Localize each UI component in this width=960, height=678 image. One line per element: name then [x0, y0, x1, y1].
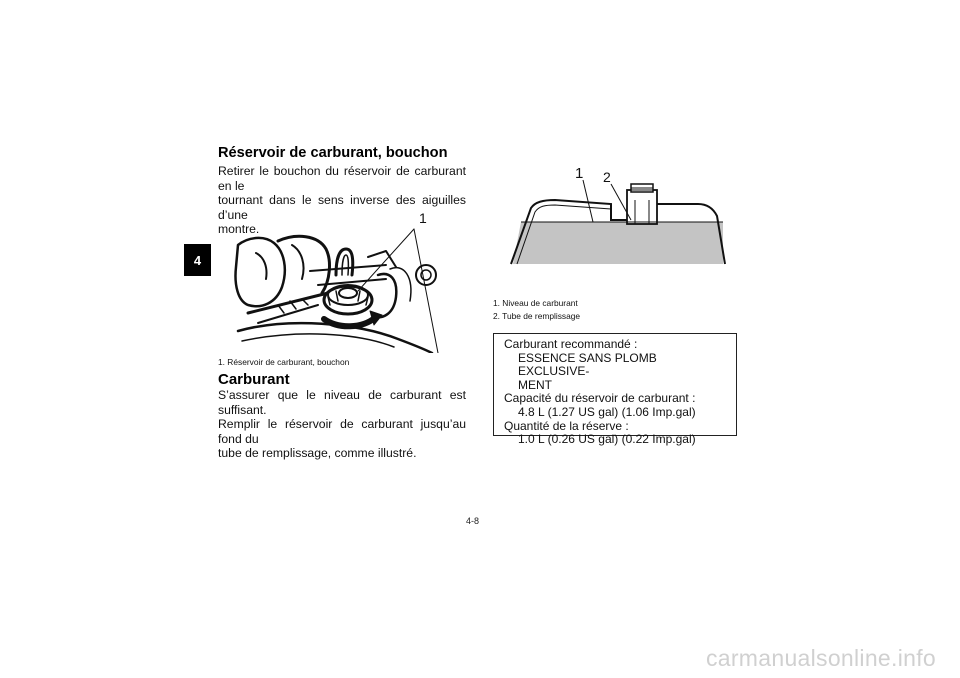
spec-recommended-value-cont: MENT [518, 377, 552, 392]
figure-caption-filler-tube: 2. Tube de remplissage [493, 311, 581, 321]
chapter-tab: 4 [184, 244, 211, 276]
fuel-tank-level-illustration [493, 160, 738, 272]
section-heading-fuel: Carburant [218, 371, 290, 388]
spec-capacity-value: 4.8 L (1.27 US gal) (1.06 Imp.gal) [518, 404, 696, 419]
spec-reserve-value: 1.0 L (0.26 US gal) (0.22 Imp.gal) [518, 432, 696, 447]
fuel-specifications-box [493, 333, 737, 447]
spec-capacity-label: Capacité du réservoir de carburant : [504, 391, 696, 406]
paragraph-line: tube de remplissage, comme illustré. [218, 446, 417, 461]
figure-callout-1: 1 [419, 210, 427, 226]
figure-callout-1: 1 [575, 165, 584, 182]
watermark: carmanualsonline.info [705, 645, 936, 671]
paragraph-line: montre. [218, 222, 260, 237]
paragraph-line: tournant dans le sens inverse des aiguilles d’une [218, 193, 466, 222]
figure-caption-fuel-tank-cap: 1. Réservoir de carburant, bouchon [218, 357, 350, 367]
spec-recommended-value: ESSENCE SANS PLOMB EXCLUSIVE- [518, 350, 657, 379]
spec-reserve-label: Quantité de la réserve : [504, 418, 629, 433]
paragraph-line: Remplir le réservoir de carburant jusqu’au fond du [218, 417, 466, 446]
paragraph-line: Retirer le bouchon du réservoir de carburant en le [218, 164, 466, 193]
figure-caption-fuel-level: 1. Niveau de carburant [493, 298, 578, 308]
paragraph-line: S’assurer que le niveau de carburant est suffisant. [218, 388, 466, 417]
fuel-instructions [218, 388, 466, 461]
figure-callout-2: 2 [603, 169, 611, 185]
section-heading-fuel-tank-cap: Réservoir de carburant, bouchon [218, 145, 448, 161]
fuel-tank-cap-illustration [218, 205, 468, 353]
spec-recommended-label: Carburant recommandé : [504, 337, 638, 351]
page-number: 4-8 [466, 516, 480, 526]
